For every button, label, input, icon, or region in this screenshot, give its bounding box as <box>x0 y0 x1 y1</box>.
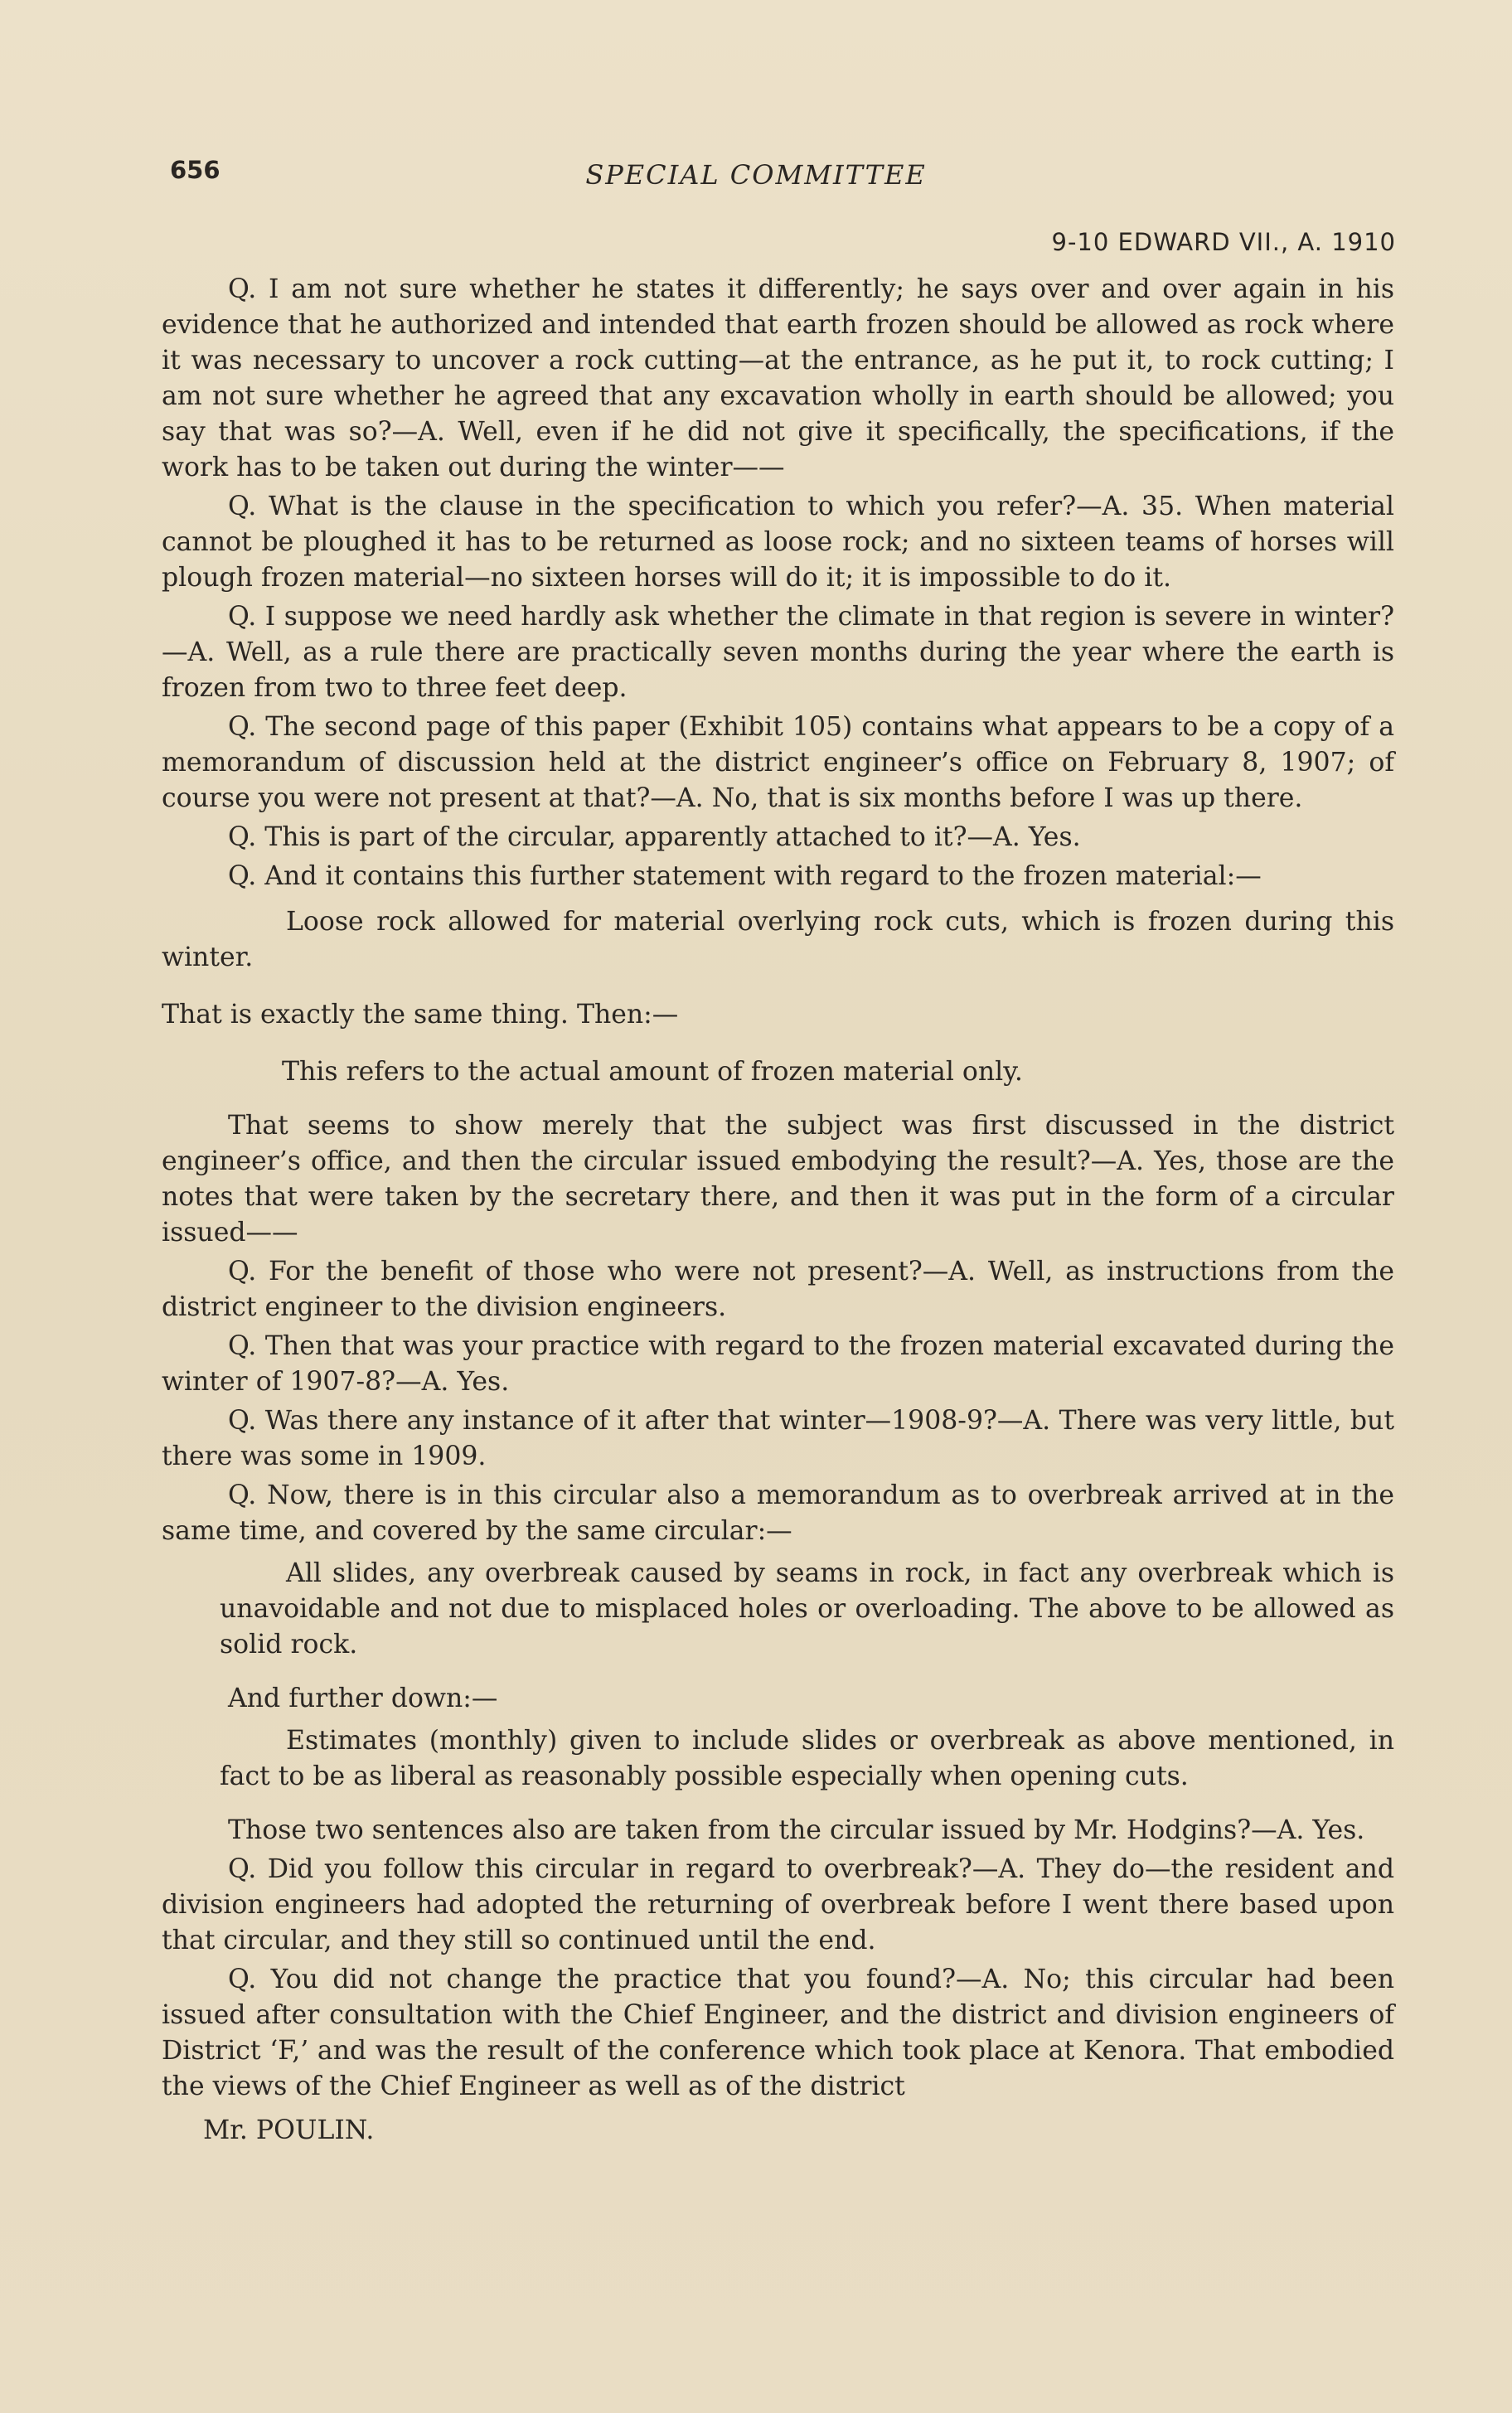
page-number: 656 <box>170 156 220 184</box>
quoted-passage: Loose rock allowed for material overlying rock cuts, which is frozen during this winter. <box>162 907 1394 972</box>
paragraph: Q. Did you follow this circular in regard to overbreak?—A. They do—the resident and division engineers had adopted the returning of overbreak before I went there based upon that circular, and they still so continued until the end. <box>162 1854 1394 1955</box>
paragraph: Q. For the benefit of those who were not present?—A. Well, as instructions from the district engineer to the division engineers. <box>162 1257 1394 1322</box>
paragraph: Q. And it contains this further statement with regard to the frozen material:— <box>228 861 1262 891</box>
paragraph: Q. What is the clause in the specification to which you refer?—A. 35. When material cannot be ploughed it has to be returned as loose rock; and no sixteen teams of horses will plough frozen material—no sixteen horses will do it; it is impossible to do it. <box>162 492 1394 593</box>
paragraph: And further down:— <box>228 1684 498 1713</box>
quoted-passage: Estimates (monthly) given to include slides or overbreak as above mentioned, in fact to be as liberal as reasonably possible especially when opening cuts. <box>220 1726 1394 1791</box>
document-body <box>162 272 1394 2149</box>
running-title: SPECIAL COMMITTEE <box>585 159 927 191</box>
quoted-passage: All slides, any overbreak caused by seams in rock, in fact any overbreak which is unavoidable and not due to misplaced holes or overloading. The above to be allowed as solid rock. <box>220 1558 1394 1660</box>
paragraph: Q. You did not change the practice that you found?—A. No; this circular had been issued after consultation with the Chief Engineer, and the district and division engineers of District ‘F,’ and was the result of the conference which took place at Kenora. That embodied the views of the Chief Engineer as well as of the district <box>162 1965 1394 2101</box>
paragraph: Q. Now, there is in this circular also a memorandum as to overbreak arrived at in the same time, and covered by the same circular:— <box>162 1480 1394 1546</box>
paragraph: Q. Then that was your practice with regard to the frozen material excavated during the winter of 1907-8?—A. Yes. <box>162 1331 1394 1397</box>
paragraph: Q. This is part of the circular, apparently attached to it?—A. Yes. <box>228 822 1081 852</box>
paragraph: Q. Was there any instance of it after that winter—1908-9?—A. There was very little, but there was some in 1909. <box>162 1406 1394 1471</box>
paragraph: That seems to show merely that the subject was first discussed in the district engineer’s office, and then the circular issued embodying the result?—A. Yes, those are the notes that were taken by the secretary there, and then it was put in the form of a circular issued—— <box>162 1111 1394 1248</box>
quoted-passage: This refers to the actual amount of frozen material only. <box>282 1057 1023 1087</box>
paragraph: Q. The second page of this paper (Exhibit 105) contains what appears to be a copy of a memorandum of discussion held at the district engineer’s office on February 8, 1907; of course you were not present at that?—A. No, that is six months before I was up there. <box>162 712 1394 813</box>
speaker-signature: Mr. POULIN. <box>203 2115 375 2145</box>
paragraph: Q. I am not sure whether he states it differently; he says over and over again in his evidence that he authorized and intended that earth frozen should be allowed as rock where it was necessary to uncover a rock cutting—at the entrance, as he put it, to rock cutting; I am not sure whether he agreed that any excavation wholly in earth should be allowed; you say that was so?—A. Well, even if he did not give it specifically, the specifications, if the work has to be taken out during the winter—— <box>162 274 1394 482</box>
paragraph: That is exactly the same thing. Then:— <box>162 1000 679 1030</box>
paragraph: Those two sentences also are taken from the circular issued by Mr. Hodgins?—A. Yes. <box>228 1815 1365 1845</box>
paragraph: Q. I suppose we need hardly ask whether the climate in that region is severe in winter?—A. Well, as a rule there are practically seven months during the year where the earth is frozen from two to three feet deep. <box>162 602 1394 703</box>
session-label: 9-10 EDWARD VII., A. 1910 <box>1051 228 1396 256</box>
